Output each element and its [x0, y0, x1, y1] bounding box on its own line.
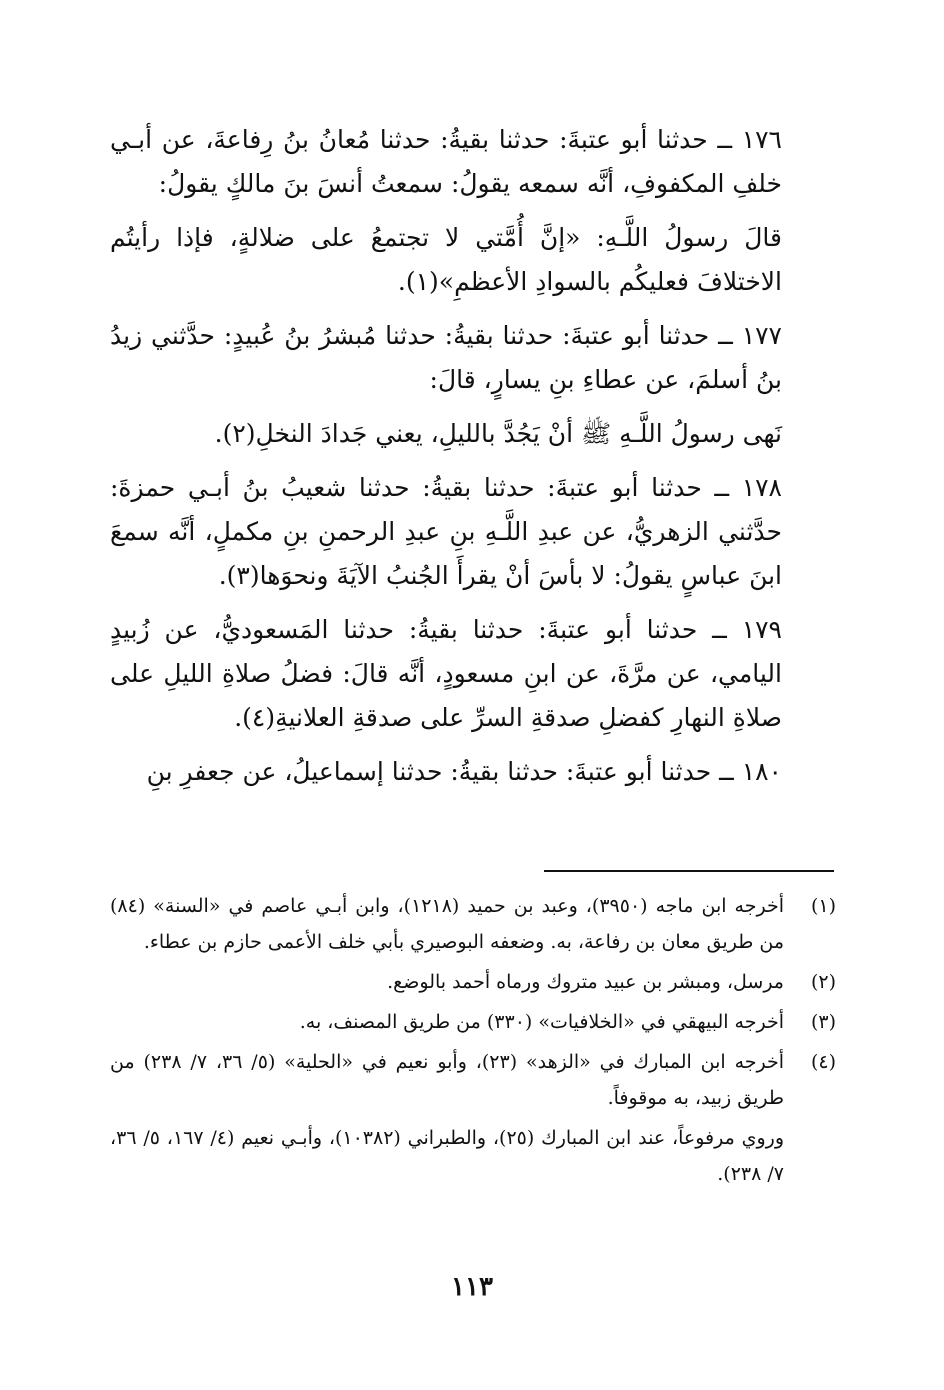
hadith-177-text: نَهى رسولُ اللَّـهِ ﷺ أنْ يَجُدَّ بالليلِ، يعني جَدادَ النخلِ(٢). [214, 419, 782, 448]
hadith-176-text: قالَ رسولُ اللَّـهِ: «إنَّ أُمَّتي لا تجتمعُ على ضلالةٍ، فإذا رأيتُم الاختلافَ فعليكُم بالسوادِ الأعظمِ»(١). [110, 223, 782, 296]
footnote-number: (٤) [810, 1051, 836, 1073]
main-text [110, 118, 834, 804]
hadith-178: ١٧٨ ــ حدثنا أبو عتبةَ: حدثنا بقيةُ: حدثنا شعيبُ بنُ أبـي حمزةَ: حدَّثني الزهريُّ، عن عبدِ اللَّـهِ بنِ عبدِ الرحمنِ بنِ مكملٍ، أنَّه سمعَ ابنَ عباسٍ يقولُ: لا بأسَ أنْ يقرأَ الجُنبُ الآيَةَ ونحوَها(٣). [110, 473, 782, 590]
footnote-number: (٢) [810, 971, 836, 993]
footnote-text: أخرجه ابن ماجه (٣٩٥٠)، وعبد بن حميد (١٢١٨)، وابن أبـي عاصم في «السنة» (٨٤) من طريق معان بن رفاعة، به. وضعفه البوصيري بأبي خلف الأعمى حازم بن عطاء. [110, 895, 784, 953]
footnote-3 [110, 1004, 836, 1040]
footnote-2 [110, 964, 836, 1000]
footnote-text: مرسل، ومبشر بن عبيد متروك ورماه أحمد بالوضع. [387, 971, 784, 993]
footnote-number: (٣) [810, 1011, 836, 1033]
page-number: ١١٣ [451, 1272, 493, 1302]
footnote-number: (١) [810, 895, 836, 917]
hadith-177: ١٧٧ ــ حدثنا أبو عتبةَ: حدثنا بقيةُ: حدثنا مُبشرُ بنُ عُبيدٍ: حدَّثني زيدُ بنُ أسلمَ، عن عطاءِ بنِ يسارٍ، قالَ: [110, 321, 782, 394]
hadith-179: ١٧٩ ــ حدثنا أبو عتبةَ: حدثنا بقيةُ: حدثنا المَسعوديُّ، عن زُبيدٍ اليامي، عن مرَّةَ، عن ابنِ مسعودٍ، أنَّه قالَ: فضلُ صلاةِ الليلِ على صلاةِ النهارِ كفضلِ صدقةِ السرِّ على صدقةِ العلانيةِ(٤). [110, 615, 782, 732]
footnote-text: أخرجه ابن المبارك في «الزهد» (٢٣)، وأبو نعيم في «الحلية» (٥/ ٣٦، ٧/ ٢٣٨) من طريق زبيد، به موقوفاً. [110, 1051, 785, 1109]
footnote-1 [110, 888, 836, 960]
footnote-text: أخرجه البيهقي في «الخلافيات» (٣٣٠) من طريق المصنف، به. [299, 1011, 784, 1033]
footnotes [110, 888, 836, 1192]
footnote-4 [110, 1044, 836, 1116]
footnote-separator [544, 870, 834, 872]
hadith-176: ١٧٦ ــ حدثنا أبو عتبةَ: حدثنا بقيةُ: حدثنا مُعانُ بنُ رِفاعةَ، عن أبـي خلفِ المكفوفِ، أنَّه سمعه يقولُ: سمعتُ أنسَ بنَ مالكٍ يقولُ: [110, 125, 782, 198]
hadith-180: ١٨٠ ــ حدثنا أبو عتبةَ: حدثنا بقيةُ: حدثنا إسماعيلُ، عن جعفرِ بنِ [146, 757, 782, 786]
footnote-4-continuation: وروي مرفوعاً، عند ابن المبارك (٢٥)، والطبراني (١٠٣٨٢)، وأبـي نعيم (٤/ ١٦٧، ٥/ ٣٦، ٧/ ٢٣٨). [110, 1127, 785, 1185]
